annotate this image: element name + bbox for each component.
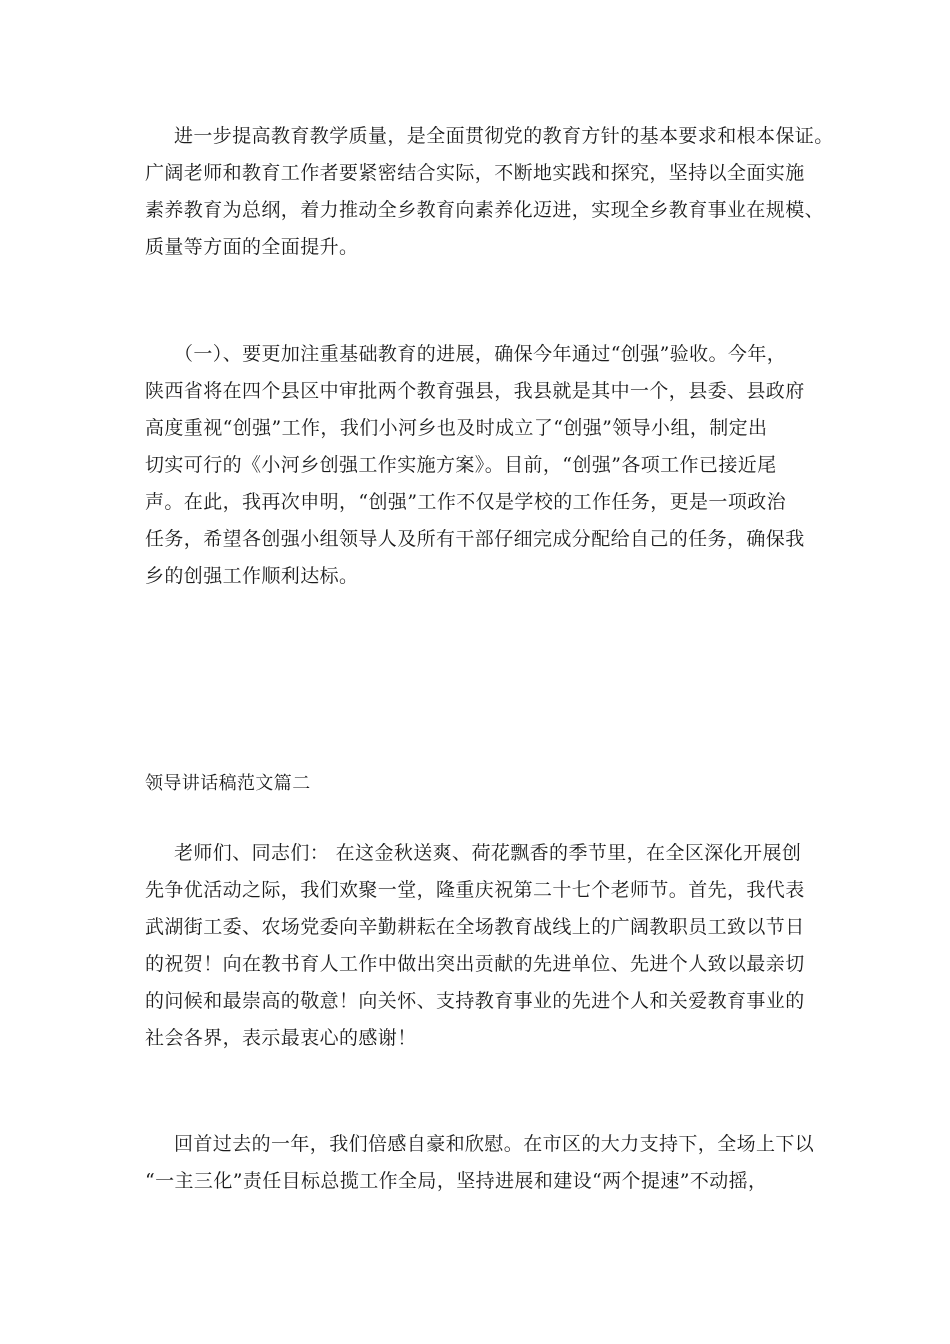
paragraph-2-line: 陕西省将在四个县区中审批两个教育强县，我县就是其中一个，县委、县政府 (145, 380, 805, 402)
paragraph-1-line: 素养教育为总纲，着力推动全乡教育向素养化迈进，实现全乡教育事业在规模、 (145, 199, 825, 221)
paragraph-2-line: （一）、要更加注重基础教育的进展，确保今年通过“创强”验收。今年， (174, 343, 787, 365)
paragraph-2-line: 声。在此，我再次申明，“创强”工作不仅是学校的工作任务，更是一项政治 (145, 491, 787, 513)
paragraph-2-line: 任务，希望各创强小组领导人及所有干部仔细完成分配给自己的任务，确保我 (145, 528, 805, 550)
paragraph-2-line: 乡的创强工作顺利达标。 (145, 565, 359, 587)
paragraph-2-line: 高度重视“创强”工作，我们小河乡也及时成立了“创强”领导小组，制定出 (145, 417, 768, 439)
section-heading: 领导讲话稿范文篇二 (145, 773, 311, 794)
paragraph-3-line: 武湖街工委、农场党委向辛勤耕耘在全场教育战线上的广阔教职员工致以节日 (145, 916, 805, 938)
paragraph-3-line: 老师们、同志们： 在这金秋送爽、荷花飘香的季节里，在全区深化开展创 (174, 842, 802, 864)
paragraph-2-line: 切实可行的《小河乡创强工作实施方案》。目前，“创强”各项工作已接近尾 (145, 454, 777, 476)
paragraph-4-line: “一主三化”责任目标总揽工作全局，坚持进展和建设“两个提速”不动摇， (145, 1170, 768, 1192)
paragraph-3-line: 先争优活动之际，我们欢聚一堂，隆重庆祝第二十七个老师节。首先，我代表 (145, 879, 805, 901)
paragraph-3-line: 的祝贺！向在教书育人工作中做出突出贡献的先进单位、先进个人致以最亲切 (145, 953, 805, 975)
paragraph-1-line: 质量等方面的全面提升。 (145, 236, 359, 258)
paragraph-3-line: 的问候和最崇高的敬意！向关怀、支持教育事业的先进个人和关爱教育事业的 (145, 990, 805, 1012)
paragraph-1-line: 广阔老师和教育工作者要紧密结合实际，不断地实践和探究，坚持以全面实施 (145, 162, 805, 184)
paragraph-4-line: 回首过去的一年，我们倍感自豪和欣慰。在市区的大力支持下，全场上下以 (174, 1133, 815, 1155)
paragraph-3-line: 社会各界，表示最衷心的感谢！ (145, 1027, 417, 1049)
paragraph-1-line: 进一步提高教育教学质量，是全面贯彻党的教育方针的基本要求和根本保证。 (174, 125, 834, 147)
